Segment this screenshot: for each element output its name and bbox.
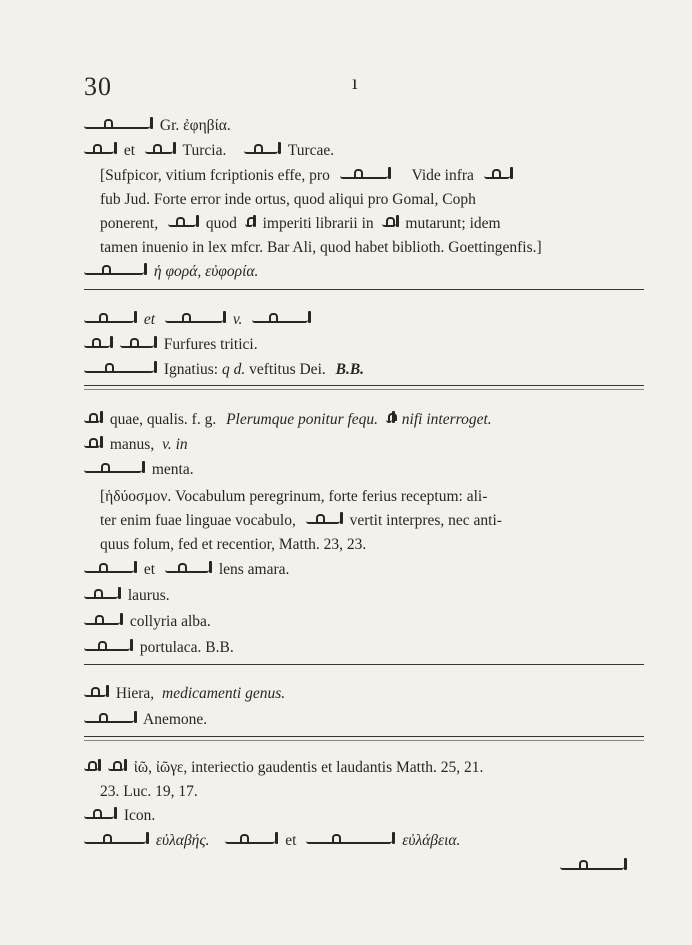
syriac-word [165, 313, 223, 323]
note-line [100, 487, 652, 507]
entry-text: Plerumque ponitur fequ. [226, 411, 379, 428]
syriac-word [244, 144, 278, 154]
syriac-word [225, 834, 275, 844]
syriac-word [165, 563, 209, 573]
page-number: 30 [84, 72, 112, 101]
entry-line [84, 310, 652, 330]
entry-line [84, 831, 652, 851]
syriac-word [84, 144, 114, 154]
syriac-word [84, 761, 98, 771]
entry-text: ἰῶ, ἰῶγε, interiectio gaudentis et laudantis Matth. 25, 21. [133, 759, 484, 776]
entry-text: quae, qualis. f. g. [109, 411, 217, 428]
entry-text: et [143, 311, 156, 328]
note-text: fub Jud. Forte error inde ortus, quod aliqui pro Gomal, Coph [100, 191, 476, 208]
entry-line [84, 460, 652, 480]
entry-text: εὐλάβεια. [402, 832, 461, 849]
note-text: imperiti librarii in [262, 215, 374, 232]
entry-text: Hiera, [115, 685, 155, 702]
entry-line [84, 638, 652, 658]
entry-text: et [285, 832, 297, 849]
entry-text: B.B. [335, 361, 365, 378]
note-text: [ἡδύοσμον. Vocabulum peregrinum, forte ferius receptum: ali- [100, 488, 488, 505]
section-divider [84, 664, 644, 665]
entry-line [100, 782, 652, 802]
entry-text: menta. [151, 461, 194, 478]
syriac-word [84, 338, 110, 348]
syriac-word [84, 119, 150, 129]
note-line [100, 511, 652, 531]
entry-line [84, 141, 652, 161]
syriac-letter [386, 413, 392, 423]
entry-text: ἡ φορά, εὐφορία. [153, 263, 259, 280]
entry-line [84, 410, 652, 430]
entry-line [84, 684, 652, 704]
entry-text: laurus. [127, 587, 170, 604]
note-line [100, 190, 652, 210]
entry-text: Icon. [123, 807, 156, 824]
entry-text: lens amara. [218, 561, 290, 578]
syriac-word [120, 338, 154, 348]
syriac-word [84, 563, 134, 573]
entry-text: manus, [109, 436, 155, 453]
entry-line [84, 806, 652, 826]
entry-text: portulaca. B.B. [139, 639, 234, 656]
section-divider [84, 736, 644, 737]
section-divider [84, 740, 644, 741]
syriac-word [84, 641, 130, 651]
section-divider [84, 389, 644, 390]
note-text: ponerent, [100, 215, 159, 232]
note-line [100, 238, 652, 258]
note-line [100, 535, 652, 555]
running-head: ı [352, 72, 358, 94]
syriac-word [84, 809, 114, 819]
entry-line [84, 262, 652, 282]
entry-text: collyria alba. [129, 613, 211, 630]
syriac-word [84, 589, 118, 599]
entry-line [84, 360, 652, 380]
entry-line [84, 586, 652, 606]
entry-text: v. in [162, 436, 188, 453]
entry-text: Anemone. [143, 711, 208, 728]
syriac-word [84, 413, 100, 423]
syriac-word [306, 834, 392, 844]
entry-text: veftitus Dei. [249, 361, 326, 378]
entry-text: v. [232, 311, 243, 328]
entry-line [84, 710, 652, 730]
syriac-word [84, 615, 120, 625]
entry-line [84, 335, 652, 355]
syriac-word [560, 860, 624, 870]
syriac-word [252, 313, 308, 323]
syriac-word [84, 363, 154, 373]
entry-text: Furfures tritici. [163, 336, 258, 353]
syriac-word [84, 265, 144, 275]
syriac-word [84, 438, 100, 448]
syriac-word [84, 313, 134, 323]
entry-line [84, 612, 652, 632]
note-text: quod [205, 215, 237, 232]
syriac-word [84, 463, 142, 473]
syriac-letter [245, 217, 253, 227]
entry-text: Turcae. [287, 142, 335, 159]
entry-text: nifi interroget. [401, 411, 492, 428]
note-text: ter enim fuae linguae vocabulo, [100, 512, 296, 529]
entry-text: et [123, 142, 136, 159]
catchword [560, 857, 630, 877]
entry-text: Gr. ἐφηβία. [159, 117, 231, 134]
entry-line [84, 560, 652, 580]
note-text: tamen inuenio in lex mfcr. Bar Ali, quod habet biblioth. Goettingenfis.] [100, 239, 542, 256]
syriac-word [84, 834, 146, 844]
syriac-word [145, 144, 173, 154]
syriac-word [484, 169, 510, 179]
entry-text: q d. [222, 361, 246, 378]
entry-text: Turcia. [182, 142, 227, 159]
syriac-word [168, 217, 196, 227]
syriac-word [84, 713, 134, 723]
entry-text: Ignatius: [163, 361, 219, 378]
section-divider [84, 385, 644, 386]
note-text: mutarunt; idem [405, 215, 501, 232]
syriac-letter [382, 217, 396, 227]
syriac-word [340, 169, 388, 179]
syriac-word [108, 761, 124, 771]
note-text: vertit interpres, nec anti- [349, 512, 502, 529]
entry-text: 23. Luc. 19, 17. [100, 783, 198, 800]
note-text: Vide infra [411, 167, 474, 184]
note-text: [Sufpicor, vitium fcriptionis effe, pro [100, 167, 330, 184]
note-text: quus folum, fed et recentior, Matth. 23, 23. [100, 536, 367, 553]
syriac-word [306, 514, 340, 524]
entry-line [84, 435, 652, 455]
syriac-word [84, 687, 106, 697]
entry-text: et [143, 561, 156, 578]
note-line [100, 166, 652, 186]
entry-text: εὐλαβής. [155, 832, 210, 849]
entry-line [84, 116, 652, 136]
section-divider [84, 289, 644, 290]
note-line [100, 214, 652, 234]
entry-line [84, 758, 652, 778]
entry-text: medicamenti genus. [162, 685, 286, 702]
